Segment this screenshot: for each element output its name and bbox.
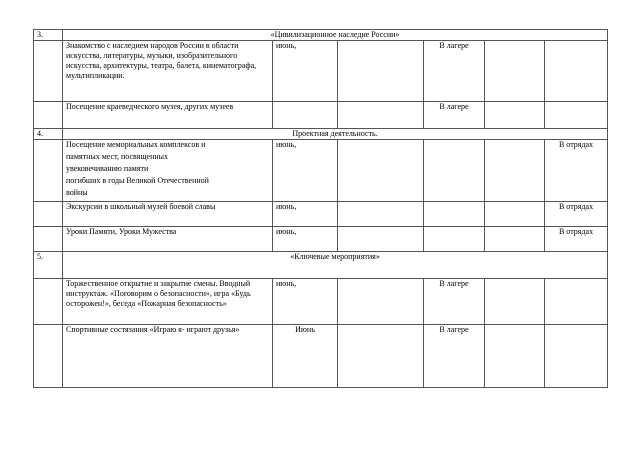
place-squad-cell: В отрядах (545, 140, 608, 202)
place-camp-cell (424, 140, 485, 202)
empty-cell (34, 279, 63, 325)
empty-cell (485, 279, 545, 325)
empty-cell (34, 102, 63, 129)
activity-plan-table (33, 29, 608, 388)
empty-cell (338, 41, 424, 102)
activity-line: войны (66, 188, 88, 197)
place-camp-cell: В лагере (424, 279, 485, 325)
section-number: 3. (34, 30, 63, 41)
section-title: Проектная деятельность. (63, 129, 608, 140)
date-cell (273, 102, 338, 129)
section-header-row (34, 252, 608, 279)
empty-cell (338, 140, 424, 202)
date-cell: Июнь (273, 325, 338, 388)
section-number: 4. (34, 129, 63, 140)
table-row (34, 279, 608, 325)
empty-cell (485, 41, 545, 102)
empty-cell (34, 41, 63, 102)
empty-cell (485, 202, 545, 227)
empty-cell (34, 227, 63, 252)
empty-cell (34, 325, 63, 388)
place-squad-cell (545, 102, 608, 129)
empty-cell (485, 102, 545, 129)
place-camp-cell (424, 227, 485, 252)
date-cell: июнь, (273, 41, 338, 102)
table-row (34, 202, 608, 227)
place-squad-cell (545, 279, 608, 325)
section-number: 5. (34, 252, 63, 279)
section-header-row (34, 129, 608, 140)
table-row (34, 140, 608, 202)
empty-cell (338, 325, 424, 388)
date-cell: июнь, (273, 140, 338, 202)
activity-line: увековечиванию памяти (66, 164, 149, 173)
place-squad-cell: В отрядах (545, 202, 608, 227)
activity-cell: Экскурсии в школьный музей боевой славы (63, 202, 273, 227)
date-cell: июнь, (273, 279, 338, 325)
activity-cell: Торжественное открытие и закрытие смены. Вводный инструктаж. «Поговорим о безопасности», игра «Будь осторожен!», беседа «Пожарная безопасность» (63, 279, 273, 325)
activity-line: погибших в годы Великой Отечественной (66, 176, 209, 185)
activity-line: памятных мест, посвященных (66, 152, 169, 161)
activity-cell: Посещение краеведческого музея, других музеев (63, 102, 273, 129)
empty-cell (485, 325, 545, 388)
place-squad-cell: В отрядах (545, 227, 608, 252)
place-squad-cell (545, 325, 608, 388)
table-row (34, 102, 608, 129)
empty-cell (338, 102, 424, 129)
place-camp-cell: В лагере (424, 102, 485, 129)
empty-cell (338, 279, 424, 325)
place-squad-cell (545, 41, 608, 102)
activity-cell: Знакомство с наследием народов России в области искусства, литературы, музыки, изобразительного искусства, архитектуры, театра, балета, кинематографа, мультипликации. (63, 41, 273, 102)
empty-cell (485, 140, 545, 202)
empty-cell (34, 202, 63, 227)
section-header-row (34, 30, 608, 41)
date-cell: июнь, (273, 227, 338, 252)
activity-cell: Уроки Памяти, Уроки Мужества (63, 227, 273, 252)
activity-cell (63, 140, 273, 202)
section-title: «Цивилизационное наследие России» (63, 30, 608, 41)
activity-cell: Спортивные состязания «Играю я- играют друзья» (63, 325, 273, 388)
table-row (34, 227, 608, 252)
place-camp-cell (424, 202, 485, 227)
table-row (34, 325, 608, 388)
empty-cell (34, 140, 63, 202)
table-row (34, 41, 608, 102)
empty-cell (338, 202, 424, 227)
empty-cell (338, 227, 424, 252)
empty-cell (485, 227, 545, 252)
section-title: «Ключевые мероприятия» (63, 252, 608, 279)
place-camp-cell: В лагере (424, 325, 485, 388)
date-cell: июнь, (273, 202, 338, 227)
activity-line: Посещение мемориальных комплексов и (66, 140, 206, 149)
place-camp-cell: В лагере (424, 41, 485, 102)
